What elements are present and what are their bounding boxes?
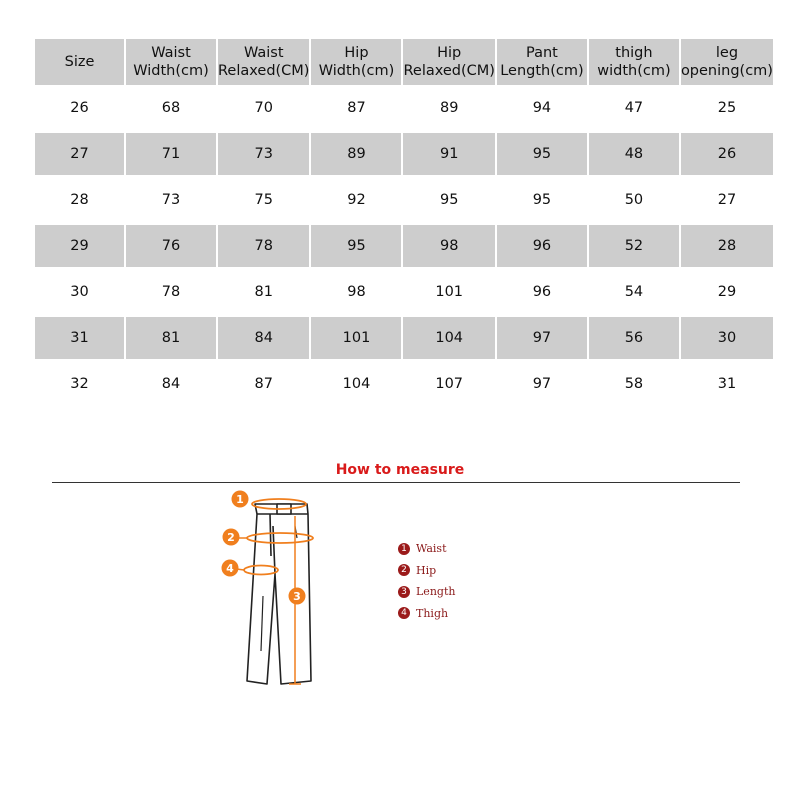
- measurement-cell: 89: [439, 100, 459, 116]
- column-header: thigh width(cm): [589, 39, 679, 85]
- measurement-cell: 52: [589, 223, 679, 269]
- legend-label: Length: [416, 585, 456, 599]
- measurement-cell: 84: [218, 315, 309, 361]
- table-row: [35, 315, 773, 361]
- measurement-cell: 73: [218, 131, 309, 177]
- measurement-cell: 25: [717, 100, 737, 116]
- column-header: Hip Width(cm): [311, 39, 401, 85]
- measurement-cell: 78: [218, 223, 309, 269]
- size-cell: 27: [35, 131, 124, 177]
- legend-label: Hip: [416, 563, 437, 577]
- measurement-cell: 97: [532, 376, 552, 392]
- measurement-cell: 54: [624, 284, 644, 300]
- table-row: [35, 269, 773, 315]
- table-row: [35, 85, 773, 131]
- measurement-cell: 95: [532, 192, 552, 208]
- svg-text:2: 2: [227, 531, 235, 544]
- measurement-cell: 71: [126, 131, 216, 177]
- measurement-cell: 27: [717, 192, 737, 208]
- size-cell: 26: [70, 100, 89, 116]
- legend-item-length: [398, 581, 455, 603]
- measurement-cell: 47: [624, 100, 644, 116]
- measurement-cell: 58: [624, 376, 644, 392]
- measurement-cell: 107: [435, 376, 464, 392]
- measurement-cell: 81: [126, 315, 216, 361]
- measurement-cell: 89: [311, 131, 401, 177]
- measurement-cell: 94: [532, 100, 552, 116]
- measurement-cell: 96: [497, 223, 587, 269]
- column-header: Size: [35, 39, 124, 85]
- measure-legend: [398, 538, 455, 624]
- measurement-cell: 87: [254, 376, 273, 392]
- measurement-cell: 56: [589, 315, 679, 361]
- measurement-cell: 70: [254, 100, 273, 116]
- measurement-cell: 101: [435, 284, 464, 300]
- table-row: [35, 223, 773, 269]
- measurement-cell: 96: [532, 284, 552, 300]
- measurement-cell: 76: [126, 223, 216, 269]
- size-cell: 29: [35, 223, 124, 269]
- marker-1-icon: [232, 491, 249, 508]
- legend-item-waist: [398, 538, 455, 560]
- measurement-cell: 98: [347, 284, 366, 300]
- measurement-cell: 78: [161, 284, 181, 300]
- legend-item-hip: [398, 560, 455, 582]
- measurement-cell: 50: [624, 192, 644, 208]
- column-header: Pant Length(cm): [497, 39, 587, 85]
- svg-text:4: 4: [226, 562, 234, 575]
- column-header: Waist Relaxed(CM): [218, 39, 309, 85]
- table-header-row: [35, 39, 773, 85]
- table-row: [35, 177, 773, 223]
- measurement-cell: 101: [311, 315, 401, 361]
- column-header: leg opening(cm): [681, 39, 773, 85]
- measurement-cell: 73: [161, 192, 181, 208]
- table-row: [35, 361, 773, 407]
- measurement-cell: 30: [681, 315, 773, 361]
- measurement-cell: 29: [717, 284, 737, 300]
- measurement-cell: 75: [254, 192, 273, 208]
- measurement-cell: 97: [497, 315, 587, 361]
- measurement-cell: 98: [403, 223, 494, 269]
- legend-number-icon: 3: [398, 586, 410, 598]
- size-cell: 31: [35, 315, 124, 361]
- legend-number-icon: 1: [398, 543, 410, 555]
- size-chart-table: [33, 39, 775, 407]
- marker-4-icon: [222, 560, 239, 577]
- measurement-cell: 95: [497, 131, 587, 177]
- how-to-measure-title: How to measure: [335, 462, 465, 478]
- column-header: Waist Width(cm): [126, 39, 216, 85]
- marker-3-icon: [289, 588, 306, 605]
- measurement-cell: 28: [681, 223, 773, 269]
- legend-number-icon: 2: [398, 564, 410, 576]
- legend-item-thigh: [398, 603, 455, 625]
- size-cell: 28: [70, 192, 89, 208]
- measurement-cell: 68: [161, 100, 181, 116]
- table-row: [35, 131, 773, 177]
- legend-number-icon: 4: [398, 607, 410, 619]
- column-header: Hip Relaxed(CM): [403, 39, 494, 85]
- measurement-cell: 48: [589, 131, 679, 177]
- measurement-cell: 104: [342, 376, 371, 392]
- measurement-cell: 92: [347, 192, 366, 208]
- measurement-cell: 87: [347, 100, 366, 116]
- pants-measure-diagram: [215, 486, 335, 691]
- measurement-cell: 95: [311, 223, 401, 269]
- section-divider: [52, 482, 740, 483]
- measurement-cell: 81: [254, 284, 273, 300]
- measurement-cell: 26: [681, 131, 773, 177]
- legend-label: Thigh: [416, 606, 449, 620]
- marker-2-icon: [223, 529, 240, 546]
- measurement-cell: 104: [403, 315, 494, 361]
- size-cell: 30: [70, 284, 89, 300]
- measurement-cell: 95: [439, 192, 459, 208]
- svg-text:3: 3: [293, 590, 301, 603]
- measurement-cell: 31: [717, 376, 737, 392]
- legend-label: Waist: [416, 542, 447, 556]
- size-cell: 32: [70, 376, 89, 392]
- measurement-cell: 84: [161, 376, 181, 392]
- measurement-cell: 91: [403, 131, 494, 177]
- svg-text:1: 1: [236, 493, 244, 506]
